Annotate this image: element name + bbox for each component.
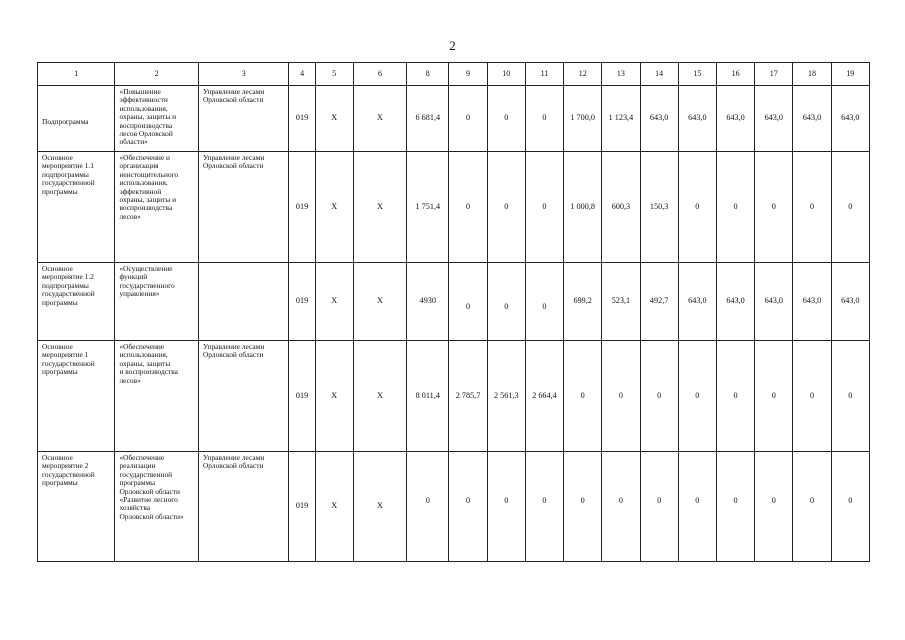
col-header: 16 — [716, 63, 754, 86]
table-cell: 1 123,4 — [602, 86, 640, 152]
col-header: 13 — [602, 63, 640, 86]
table-cell: 2 785,7 — [449, 341, 487, 452]
table-cell: 0 — [793, 152, 831, 263]
table-cell: 0 — [564, 341, 602, 452]
table-cell: 0 — [525, 86, 563, 152]
table-cell: 019 — [289, 152, 315, 263]
table-cell: 0 — [487, 452, 525, 562]
row-title: «Обеспечение и организация неистощительного использования, эффективной охраны, защиты и воспроизводства лесов» — [115, 152, 199, 263]
table-cell: 019 — [289, 86, 315, 152]
table-cell: Х — [315, 341, 353, 452]
col-header: 2 — [115, 63, 199, 86]
col-header: 19 — [831, 63, 869, 86]
row-agency: Управление лесами Орловской области — [198, 341, 289, 452]
table-cell: 0 — [487, 86, 525, 152]
page-number: 2 — [449, 38, 456, 53]
row-agency: Управление лесами Орловской области — [198, 452, 289, 562]
table-cell: 0 — [602, 341, 640, 452]
row-title: «Осуществление функций государственного управления» — [115, 263, 199, 341]
col-header: 10 — [487, 63, 525, 86]
row-title: «Повышение эффективности использования, охраны, защиты и воспроизводства лесов Орловской области» — [115, 86, 199, 152]
table-cell: 643,0 — [678, 86, 716, 152]
table-cell: Х — [353, 263, 406, 341]
table-cell: 6 681,4 — [407, 86, 449, 152]
table-cell: 0 — [449, 152, 487, 263]
row-label: Основное мероприятие 1.2 подпрограммы государственной программы — [38, 263, 115, 341]
table-row — [38, 86, 870, 152]
table-cell: 0 — [831, 152, 869, 263]
table-cell: 643,0 — [793, 263, 831, 341]
table-cell: 8 011,4 — [407, 341, 449, 452]
table-cell: 1 751,4 — [407, 152, 449, 263]
table-cell: 0 — [449, 263, 487, 341]
row-agency: Управление лесами Орловской области — [198, 152, 289, 263]
table-cell: 0 — [716, 341, 754, 452]
table-cell: 0 — [407, 452, 449, 562]
col-header: 14 — [640, 63, 678, 86]
table-row — [38, 341, 870, 452]
row-label: Основное мероприятие 2 государственной программы — [38, 452, 115, 562]
row-label: Подпрограмма — [38, 86, 115, 152]
table-cell: 0 — [755, 152, 793, 263]
table-cell: Х — [315, 452, 353, 562]
table-cell: 0 — [678, 452, 716, 562]
table-cell: 0 — [525, 452, 563, 562]
table-cell: 4930 — [407, 263, 449, 341]
table-cell: 699,2 — [564, 263, 602, 341]
table-cell: Х — [315, 86, 353, 152]
table-cell: 0 — [449, 452, 487, 562]
table-cell: 2 561,3 — [487, 341, 525, 452]
table-cell: 0 — [831, 452, 869, 562]
col-header: 17 — [755, 63, 793, 86]
table-cell: 0 — [602, 452, 640, 562]
table-cell: 0 — [755, 452, 793, 562]
col-header: 18 — [793, 63, 831, 86]
table-cell: 643,0 — [755, 263, 793, 341]
budget-table — [37, 62, 870, 562]
table-cell: 0 — [716, 152, 754, 263]
table-cell: Х — [353, 452, 406, 562]
table-cell: 643,0 — [793, 86, 831, 152]
row-title: «Обеспечение реализации государственной программы Орловской области «Развитие лесного хозяйства Орловской области» — [115, 452, 199, 562]
table-cell: 0 — [640, 341, 678, 452]
table-cell: Х — [353, 152, 406, 263]
col-header: 6 — [353, 63, 406, 86]
table-cell: Х — [315, 152, 353, 263]
row-label: Основное мероприятие 1 государственной программы — [38, 341, 115, 452]
table-cell: 1 700,0 — [564, 86, 602, 152]
table-cell: 643,0 — [716, 86, 754, 152]
table-cell: 523,1 — [602, 263, 640, 341]
table-cell: 0 — [640, 452, 678, 562]
table-cell: 0 — [716, 452, 754, 562]
col-header: 8 — [407, 63, 449, 86]
table-cell: 019 — [289, 452, 315, 562]
table-cell: 0 — [793, 452, 831, 562]
row-title: «Обеспечение использования, охраны, защиты и воспроизводства лесов» — [115, 341, 199, 452]
table-cell: 643,0 — [678, 263, 716, 341]
table-cell: 643,0 — [640, 86, 678, 152]
col-header: 5 — [315, 63, 353, 86]
table-cell: 492,7 — [640, 263, 678, 341]
row-agency: Управление лесами Орловской области — [198, 86, 289, 152]
table-cell: 0 — [678, 341, 716, 452]
table-cell: 643,0 — [831, 86, 869, 152]
table-cell: 0 — [449, 86, 487, 152]
table-row — [38, 152, 870, 263]
col-header: 4 — [289, 63, 315, 86]
table-cell: 0 — [564, 452, 602, 562]
table-cell: 150,3 — [640, 152, 678, 263]
table-cell: 643,0 — [716, 263, 754, 341]
table-cell: 0 — [487, 152, 525, 263]
table-cell: 0 — [487, 263, 525, 341]
table-cell: 643,0 — [755, 86, 793, 152]
table-cell: 0 — [678, 152, 716, 263]
table-cell: 1 000,8 — [564, 152, 602, 263]
col-header: 9 — [449, 63, 487, 86]
table-cell: 019 — [289, 341, 315, 452]
col-header: 12 — [564, 63, 602, 86]
table-cell: 600,3 — [602, 152, 640, 263]
table-cell: 2 664,4 — [525, 341, 563, 452]
table-cell: Х — [353, 341, 406, 452]
table-cell: 0 — [793, 341, 831, 452]
table-cell: 0 — [755, 341, 793, 452]
table-cell: 019 — [289, 263, 315, 341]
row-label: Основное мероприятие 1.1 подпрограммы государственной программы — [38, 152, 115, 263]
col-header: 1 — [38, 63, 115, 86]
header-row — [38, 63, 870, 86]
table-cell: 643,0 — [831, 263, 869, 341]
col-header: 11 — [525, 63, 563, 86]
col-header: 3 — [198, 63, 289, 86]
table-cell: Х — [315, 263, 353, 341]
table-cell: 0 — [525, 152, 563, 263]
table-cell: 0 — [831, 341, 869, 452]
col-header: 15 — [678, 63, 716, 86]
table-row — [38, 263, 870, 341]
table-row — [38, 452, 870, 562]
row-agency — [198, 263, 289, 341]
table-cell: Х — [353, 86, 406, 152]
table-cell: 0 — [525, 263, 563, 341]
